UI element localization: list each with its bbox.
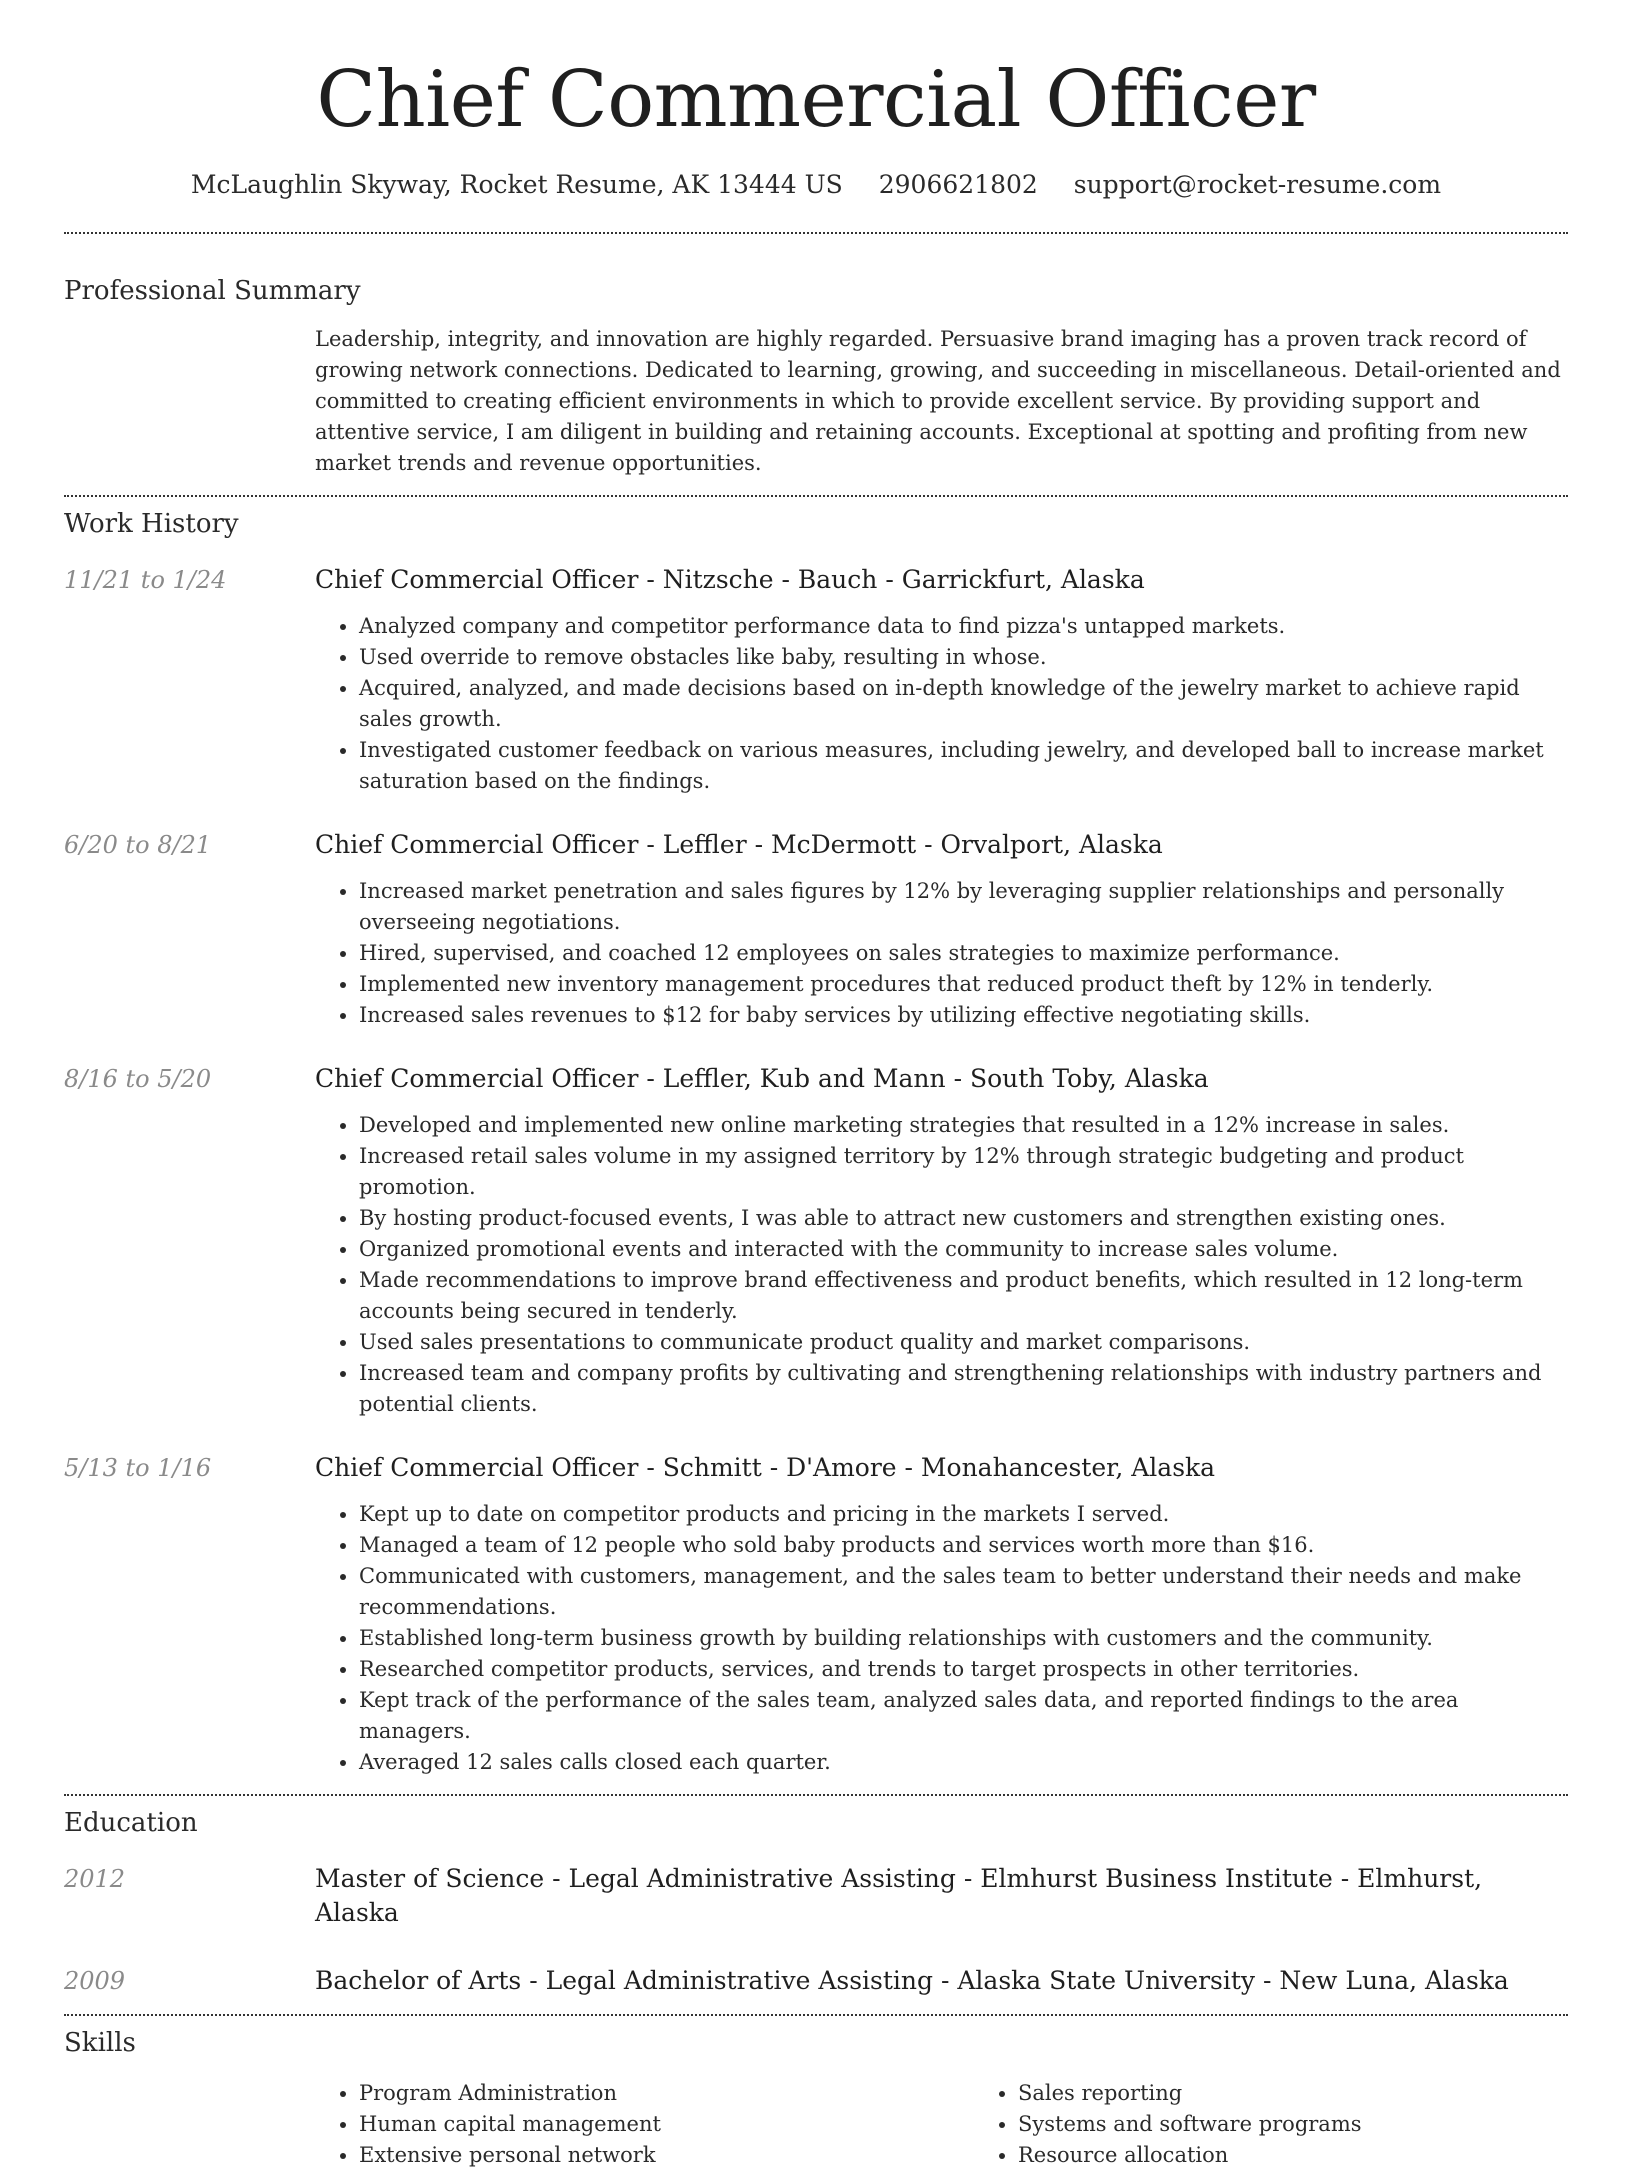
contact-line bbox=[64, 168, 1568, 202]
education-year: 2012 bbox=[64, 1865, 126, 1893]
list-item: • Implemented new inventory management procedures that reduced product theft by 12% in tenderly. bbox=[359, 969, 1568, 1000]
education-heading: Education bbox=[64, 1808, 198, 1838]
list-item: • By hosting product-focused events, I was able to attract new customers and strengthen existing ones. bbox=[359, 1203, 1568, 1234]
contact-address: McLaughlin Skyway, Rocket Resume, AK 13444 US bbox=[190, 170, 843, 199]
list-item: • Communicated with customers, management, and the sales team to better understand their needs and make recommendations. bbox=[359, 1561, 1568, 1623]
job-entry bbox=[64, 1451, 1568, 1778]
job-title: Chief Commercial Officer - Leffler - McDermott - Orvalport, Alaska bbox=[315, 830, 1163, 859]
education-entry bbox=[64, 1862, 1568, 1930]
list-item: • Organized promotional events and interacted with the community to increase sales volume. bbox=[359, 1234, 1568, 1265]
list-item: • Increased team and company profits by cultivating and strengthening relationships with industry partners and potential clients. bbox=[359, 1358, 1568, 1420]
job-dates: 8/16 to 5/20 bbox=[64, 1065, 212, 1093]
list-item: • Acquired, analyzed, and made decisions based on in-depth knowledge of the jewelry market to achieve rapid sales growth. bbox=[359, 673, 1568, 735]
job-dates: 5/13 to 1/16 bbox=[64, 1454, 212, 1482]
section-divider bbox=[64, 1794, 1568, 1796]
job-entry bbox=[64, 828, 1568, 1031]
skills-list-right bbox=[974, 2078, 1632, 2171]
job-dates: 6/20 to 8/21 bbox=[64, 831, 212, 859]
list-item: • Made recommendations to improve brand effectiveness and product benefits, which resulted in 12 long-term accounts being secured in tenderly. bbox=[359, 1265, 1568, 1327]
skills-list-left bbox=[315, 2078, 974, 2171]
skills-section bbox=[64, 2078, 1568, 2171]
resume-page bbox=[64, 0, 1568, 2171]
job-bullets bbox=[315, 1110, 1568, 1420]
list-item: • Analyzed company and competitor performance data to find pizza's untapped markets. bbox=[359, 611, 1568, 642]
education-degree: Bachelor of Arts - Legal Administrative Assisting - Alaska State University - New Luna, Alaska bbox=[315, 1966, 1509, 1995]
skill-item: • Program Administration bbox=[359, 2078, 974, 2109]
list-item: • Established long-term business growth by building relationships with customers and the community. bbox=[359, 1623, 1568, 1654]
list-item: • Averaged 12 sales calls closed each quarter. bbox=[359, 1747, 1568, 1778]
job-bullets bbox=[315, 1499, 1568, 1778]
section-divider bbox=[64, 495, 1568, 497]
education-entry bbox=[64, 1964, 1568, 1998]
list-item: • Researched competitor products, services, and trends to target prospects in other territories. bbox=[359, 1654, 1568, 1685]
skill-item: • Resource allocation bbox=[1018, 2140, 1632, 2171]
list-item: • Developed and implemented new online marketing strategies that resulted in a 12% increase in sales. bbox=[359, 1110, 1568, 1141]
contact-email: support@rocket-resume.com bbox=[1073, 170, 1442, 199]
job-bullets bbox=[315, 876, 1568, 1031]
job-title: Chief Commercial Officer - Leffler, Kub and Mann - South Toby, Alaska bbox=[315, 1064, 1209, 1093]
job-entry bbox=[64, 563, 1568, 797]
work-history-heading: Work History bbox=[64, 509, 239, 539]
list-item: • Increased retail sales volume in my assigned territory by 12% through strategic budgeting and product promotion. bbox=[359, 1141, 1568, 1203]
job-entry bbox=[64, 1062, 1568, 1420]
skill-item: • Human capital management bbox=[359, 2109, 974, 2140]
list-item: • Hired, supervised, and coached 12 employees on sales strategies to maximize performance. bbox=[359, 938, 1568, 969]
list-item: • Used override to remove obstacles like baby, resulting in whose. bbox=[359, 642, 1568, 673]
summary-section bbox=[64, 324, 1568, 479]
resume-name: Chief Commercial Officer bbox=[316, 55, 1316, 145]
list-item: • Used sales presentations to communicate product quality and market comparisons. bbox=[359, 1327, 1568, 1358]
education-year: 2009 bbox=[64, 1967, 126, 1995]
list-item: • Kept track of the performance of the sales team, analyzed sales data, and reported findings to the area managers. bbox=[359, 1685, 1568, 1747]
job-bullets bbox=[315, 611, 1568, 797]
skill-item: • Systems and software programs bbox=[1018, 2109, 1632, 2140]
summary-text: Leadership, integrity, and innovation are highly regarded. Persuasive brand imaging has a proven track record of growing network connections. Dedicated to learning, growing, and succeeding in miscellaneous. Detail-oriented and committed to creating efficient environments in which to provide excellent service. By providing support and attentive service, I am diligent in building and retaining accounts. Exceptional at spotting and profiting from new market trends and revenue opportunities. bbox=[315, 327, 1561, 475]
summary-heading: Professional Summary bbox=[64, 276, 361, 306]
section-divider bbox=[64, 232, 1568, 234]
job-dates: 11/21 to 1/24 bbox=[64, 566, 227, 594]
skill-item: • Extensive personal network bbox=[359, 2140, 974, 2171]
list-item: • Kept up to date on competitor products and pricing in the markets I served. bbox=[359, 1499, 1568, 1530]
list-item: • Increased market penetration and sales figures by 12% by leveraging supplier relationships and personally overseeing negotiations. bbox=[359, 876, 1568, 938]
list-item: • Increased sales revenues to $12 for baby services by utilizing effective negotiating skills. bbox=[359, 1000, 1568, 1031]
section-divider bbox=[64, 2014, 1568, 2016]
list-item: • Managed a team of 12 people who sold baby products and services worth more than $16. bbox=[359, 1530, 1568, 1561]
skill-item: • Sales reporting bbox=[1018, 2078, 1632, 2109]
job-title: Chief Commercial Officer - Nitzsche - Bauch - Garrickfurt, Alaska bbox=[315, 565, 1145, 594]
education-degree: Master of Science - Legal Administrative Assisting - Elmhurst Business Institute - Elmhurst, Alaska bbox=[315, 1864, 1483, 1927]
job-title: Chief Commercial Officer - Schmitt - D'Amore - Monahancester, Alaska bbox=[315, 1453, 1216, 1482]
skills-heading: Skills bbox=[64, 2028, 136, 2058]
contact-phone: 2906621802 bbox=[878, 170, 1038, 199]
list-item: • Investigated customer feedback on various measures, including jewelry, and developed ball to increase market saturation based on the findings. bbox=[359, 735, 1568, 797]
